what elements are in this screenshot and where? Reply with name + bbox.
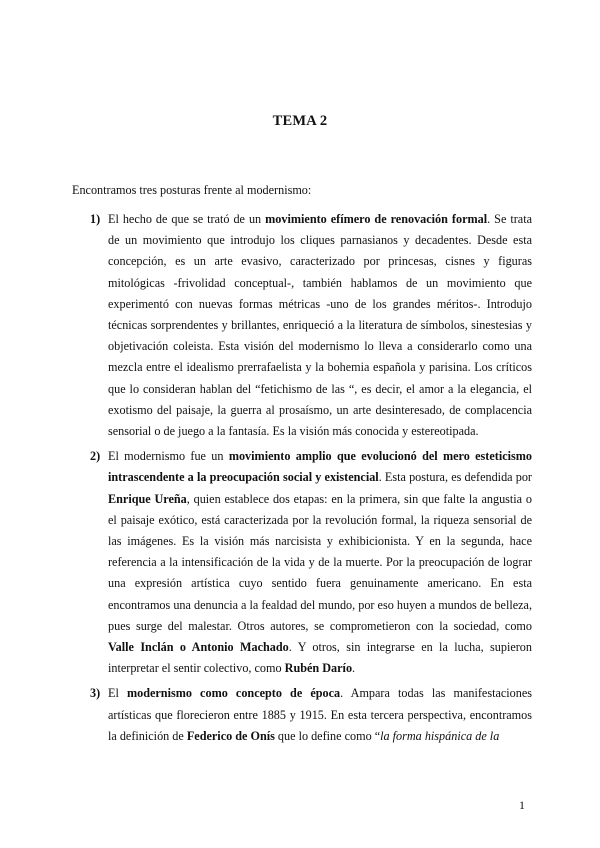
body-text: que lo define como “ bbox=[274, 728, 381, 743]
page-title: TEMA 2 bbox=[272, 113, 328, 129]
emphasis-text: Enrique Ureña bbox=[108, 491, 187, 506]
body-text: . Esta postura, es defendida por bbox=[378, 470, 532, 485]
body-text: , quien establece dos etapas: en la primera, sin que falte la angustia o el paisaje exótico, está caracterizada por la revolución formal, la riqueza sensorial de las imágenes. Es la visión más narcisista y exhibicionista. Y en la segunda, hace referencia a la intensificación de la vida y de la muerte. Por la preocupación de lograr una expresión artística cuyo sentido fuera genuinamente americano. En esta encontramos una denuncia a la fealdad del mundo, por eso huyen a mundos de belleza, pues surge del malestar. Otros autores, se comprometieron con la sociedad, como bbox=[108, 491, 532, 633]
list-item bbox=[72, 209, 532, 442]
body-text: . Se trata de un movimiento que introdujo los cliques parnasianos y decadentes. Desde esta concepción, es un arte evasivo, caracterizado por princesas, cisnes y figuras mitológicas -frivolidad conceptual-, también hablamos de un movimiento que experimentó con nuevas formas métricas -uno de los grandes méritos-. Introdujo técnicas sorprendentes y brillantes, enriqueció a la literatura de símbolos, sinestesias y objetivación coleista. Esta visión del modernismo lo lleva a considerarlo como una mezcla entre el idealismo prerrafaelista y la bohemia española y parisina. Los críticos que lo consideran hablan del “fetichismo de las “, es decir, el amor a la elegancia, el exotismo del paisaje, la guerra al prosaísmo, un arte desinteresado, de complacencia sensorial o de juego a la fantasía. Es la visión más conocida y estereotipada. bbox=[108, 212, 532, 439]
emphasis-text: Rubén Darío bbox=[284, 661, 353, 676]
list-item bbox=[72, 683, 532, 747]
body-text: El bbox=[108, 686, 127, 701]
list-item-number: 2) bbox=[90, 449, 101, 464]
body-text: . Y otros, sin integrarse en la lucha, supieron interpretar el sentir colectivo, como bbox=[108, 640, 532, 676]
emphasis-text: movimiento amplio que evolucionó del mero esteticismo intrascendente a la preocupación social y existencial bbox=[108, 449, 533, 485]
body-text: El modernismo fue un bbox=[108, 449, 229, 464]
body-text: El hecho de que se trató de un bbox=[108, 212, 266, 226]
numbered-list bbox=[72, 209, 532, 751]
body-text: . bbox=[352, 661, 356, 676]
list-item-number: 3) bbox=[90, 686, 101, 701]
emphasis-text: modernismo como concepto de época bbox=[126, 686, 341, 701]
emphasis-text: movimiento efímero de renovación formal bbox=[265, 212, 488, 226]
page-number: 1 bbox=[519, 798, 525, 812]
list-item bbox=[72, 446, 532, 679]
emphasis-text: Valle Inclán o Antonio Machado bbox=[108, 640, 289, 655]
intro-paragraph: Encontramos tres posturas frente al modernismo: bbox=[72, 183, 312, 197]
list-item-number: 1) bbox=[90, 212, 101, 226]
emphasis-text: Federico de Onís bbox=[186, 728, 275, 743]
italic-text: la forma hispánica de la bbox=[380, 728, 500, 743]
body-text: . Ampara todas las manifestaciones artísticas que florecieron entre 1885 y 1915. En esta tercera perspectiva, encontramos la definición de bbox=[108, 686, 533, 743]
